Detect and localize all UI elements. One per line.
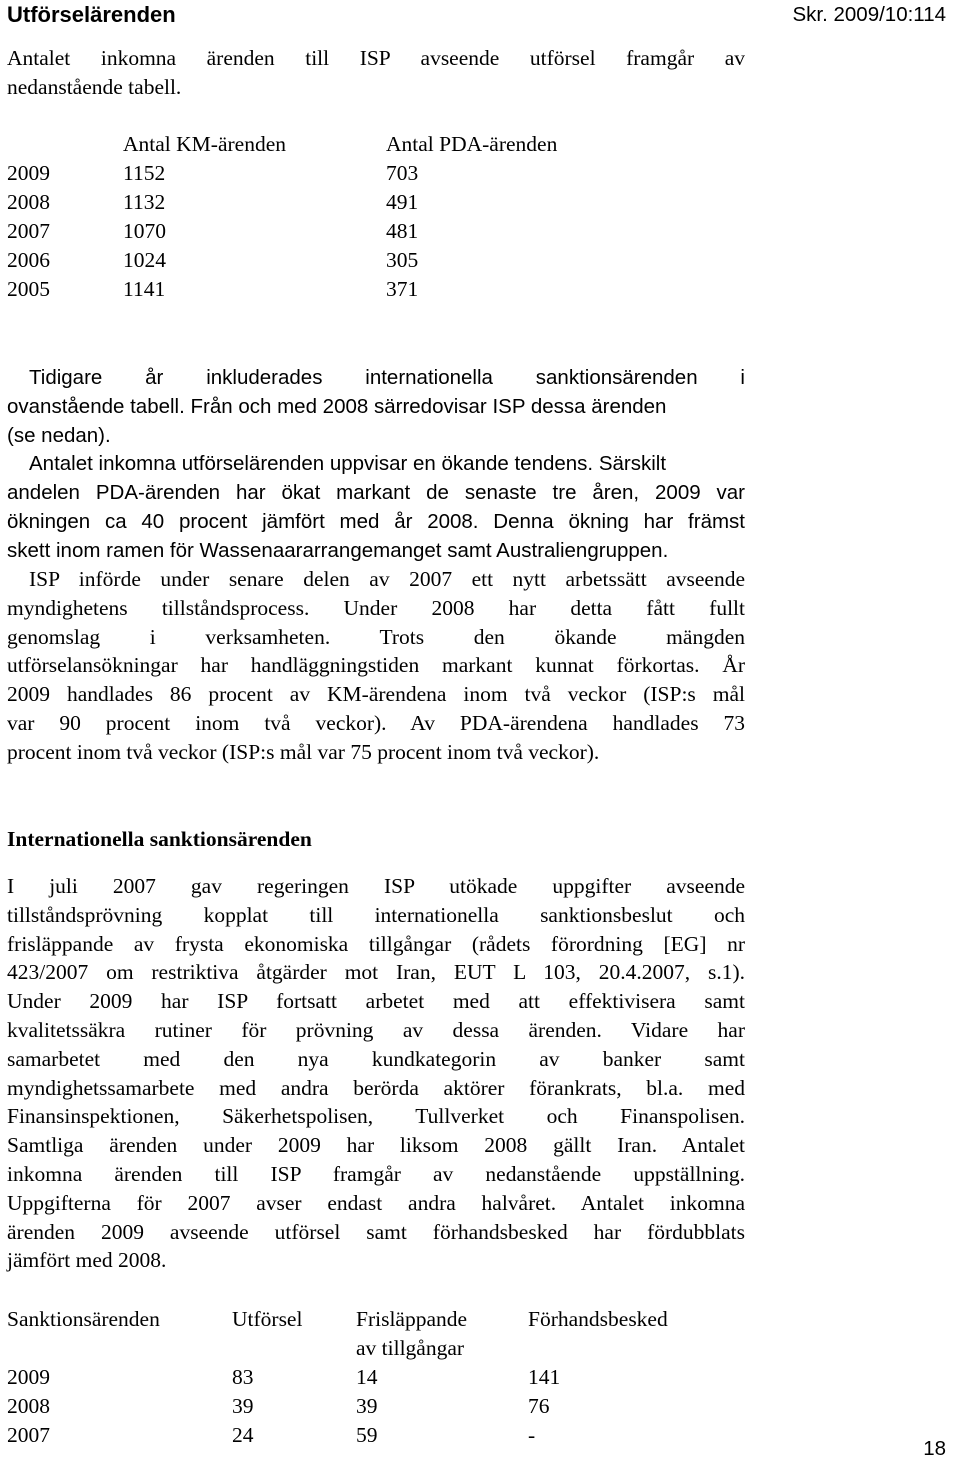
text-line: procent inom två veckor (ISP:s mål var 75 procent inom två veckor). bbox=[7, 739, 600, 764]
table-header-row bbox=[7, 1305, 668, 1334]
table-row bbox=[7, 159, 557, 188]
table-cell: 2007 bbox=[7, 219, 50, 243]
text-line: myndighetens tillståndsprocess. Under 2008 har detta fått fullt bbox=[7, 595, 745, 620]
section-title: Utförselärenden bbox=[7, 2, 176, 27]
table-cell: 24 bbox=[232, 1423, 254, 1447]
text-line: 423/2007 om restriktiva åtgärder mot Iran, EUT L 103, 20.4.2007, s.1). bbox=[7, 960, 745, 985]
table-row bbox=[7, 246, 557, 275]
table-row bbox=[7, 1392, 668, 1421]
table-cell: 2007 bbox=[7, 1423, 50, 1447]
table-row bbox=[7, 188, 557, 217]
table-header-cell bbox=[232, 1334, 356, 1363]
text-line: Samtliga ärenden under 2009 har liksom 2008 gällt Iran. Antalet bbox=[7, 1133, 745, 1158]
table-cell: 76 bbox=[528, 1394, 550, 1418]
text-line: Antalet inkomna ärenden till ISP avseende utförsel framgår av bbox=[7, 46, 745, 70]
text-line: skett inom ramen för Wassenaararrangemanget samt Australiengruppen. bbox=[7, 538, 669, 562]
table-cell: 39 bbox=[232, 1394, 254, 1418]
text-line: nedanstående tabell. bbox=[7, 74, 182, 99]
table-row bbox=[7, 275, 557, 304]
process-paragraph bbox=[7, 565, 745, 767]
text-line: myndighetssamarbete med andra berörda aktörer förankrats, bl.a. med bbox=[7, 1075, 745, 1100]
table-cell: 703 bbox=[386, 161, 419, 185]
document-reference: Skr. 2009/10:114 bbox=[792, 3, 946, 26]
table-header-cell: av tillgångar bbox=[356, 1336, 465, 1360]
table-cell: 481 bbox=[386, 219, 419, 243]
table-header-cell bbox=[7, 1334, 232, 1363]
text-line: kvalitetssäkra rutiner för prövning av dessa ärenden. Vidare har bbox=[7, 1017, 745, 1042]
page-number: 18 bbox=[923, 1437, 946, 1460]
table-cell: 141 bbox=[528, 1365, 561, 1389]
text-line: tillståndsprövning kopplat till internationella sanktionsbeslut och bbox=[7, 902, 745, 927]
table-cell: 1141 bbox=[123, 277, 166, 301]
table-header-cell: Antal KM-ärenden bbox=[123, 132, 286, 156]
text-line: (se nedan). bbox=[7, 423, 111, 447]
table-cell: - bbox=[528, 1423, 536, 1447]
table-cell: 1070 bbox=[123, 219, 166, 243]
text-line: jämfört med 2008. bbox=[7, 1248, 167, 1273]
table-row bbox=[7, 1421, 668, 1450]
export-cases-table bbox=[7, 130, 557, 304]
table-cell: 2008 bbox=[7, 1394, 50, 1418]
table-cell: 1024 bbox=[123, 248, 166, 272]
text-line: var 90 procent inom två veckor). Av PDA-ärendena handlades 73 bbox=[7, 710, 745, 735]
table-cell: 2006 bbox=[7, 248, 50, 272]
table-header-row bbox=[7, 130, 557, 159]
text-line: Tidigare år inkluderades internationella sanktionsärenden i bbox=[29, 366, 745, 389]
table-header-cell: Antal PDA-ärenden bbox=[386, 132, 558, 156]
text-line: I juli 2007 gav regeringen ISP utökade uppgifter avseende bbox=[7, 874, 745, 898]
table-row bbox=[7, 217, 557, 246]
table-cell: 2005 bbox=[7, 277, 50, 301]
text-line: Finansinspektionen, Säkerhetspolisen, Tullverket och Finanspolisen. bbox=[7, 1104, 745, 1129]
text-line: andelen PDA-ärenden har ökat markant de senaste tre åren, 2009 var bbox=[7, 481, 745, 505]
table-header-cell: Utförsel bbox=[232, 1307, 303, 1331]
table-cell: 2009 bbox=[7, 1365, 50, 1389]
table-cell: 1132 bbox=[123, 190, 166, 214]
table-header-row bbox=[7, 1334, 668, 1363]
table-cell: 491 bbox=[386, 190, 419, 214]
text-line: utförselansökningar har handläggningstiden markant kunnat förkortas. År bbox=[7, 653, 745, 678]
table-cell: 305 bbox=[386, 248, 419, 272]
sanctions-table bbox=[7, 1305, 668, 1450]
table-header-cell bbox=[7, 130, 123, 159]
text-line: inkomna ärenden till ISP framgår av nedanstående uppställning. bbox=[7, 1161, 745, 1186]
text-line: ISP införde under senare delen av 2007 ett nytt arbetssätt avseende bbox=[29, 567, 745, 591]
text-line: ärenden 2009 avseende utförsel samt förhandsbesked har fördubblats bbox=[7, 1219, 745, 1244]
intro-paragraph bbox=[7, 44, 745, 102]
table-cell: 39 bbox=[356, 1394, 378, 1418]
text-line: ovanstående tabell. Från och med 2008 särredovisar ISP dessa ärenden bbox=[7, 394, 667, 418]
table-cell: 2009 bbox=[7, 161, 50, 185]
table-cell: 14 bbox=[356, 1365, 378, 1389]
table-row bbox=[7, 1363, 668, 1392]
table-cell: 371 bbox=[386, 277, 419, 301]
table-header-cell bbox=[528, 1334, 668, 1363]
export-trend-paragraph bbox=[7, 364, 745, 566]
table-header-cell: Frisläppande bbox=[356, 1307, 468, 1331]
text-line: 2009 handlades 86 procent av KM-ärendena inom två veckor (ISP:s mål bbox=[7, 682, 745, 707]
table-cell: 83 bbox=[232, 1365, 254, 1389]
text-line: frisläppande av frysta ekonomiska tillgångar (rådets förordning [EG] nr bbox=[7, 931, 745, 956]
text-line: Uppgifterna för 2007 avser endast andra halvåret. Antalet inkomna bbox=[7, 1190, 745, 1215]
text-line: Antalet inkomna utförselärenden uppvisar en ökande tendens. Särskilt bbox=[29, 452, 667, 476]
text-line: genomslag i verksamheten. Trots den ökande mängden bbox=[7, 624, 745, 649]
table-cell: 59 bbox=[356, 1423, 378, 1447]
table-header-cell: Sanktionsärenden bbox=[7, 1307, 160, 1331]
table-header-cell: Förhandsbesked bbox=[528, 1307, 668, 1331]
text-line: samarbetet med den nya kundkategorin av banker samt bbox=[7, 1046, 745, 1071]
table-cell: 1152 bbox=[123, 161, 166, 185]
table-cell: 2008 bbox=[7, 190, 50, 214]
sanctions-paragraph bbox=[7, 872, 745, 1275]
section-heading: Internationella sanktionsärenden bbox=[7, 827, 312, 851]
text-line: ökningen ca 40 procent jämfört med år 2008. Denna ökning har främst bbox=[7, 509, 745, 533]
text-line: Under 2009 har ISP fortsatt arbetet med att effektivisera samt bbox=[7, 989, 745, 1014]
